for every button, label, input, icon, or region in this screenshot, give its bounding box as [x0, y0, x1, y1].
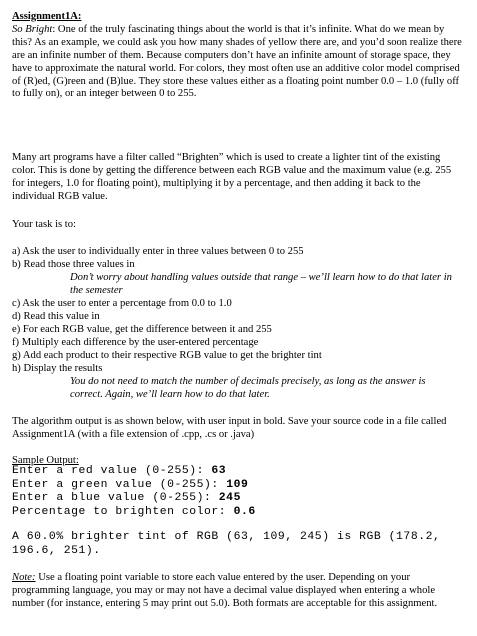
sample-green-line: Enter a green value (0-255): 109 — [12, 479, 249, 491]
assignment-title: Assignment1A: — [12, 11, 82, 22]
step-h-note: You do not need to match the number of decimals precisely, as long as the answer is correct. Again, we’ll learn how to do that later. — [70, 376, 426, 400]
intro-text: : One of the truly fascinating things about the world is that it’s infinite. What do we mean by this? As an example, we could ask you how many shades of yellow there are, and you’d soon realize there are an infinite number of them. Because computers don’t have an infinite amount of storage space, they have to approximate the natural world. For colors, they most often use an additive color model comprised of (R)ed, (G)reen and (B)lue. They store these values either as a floating point number 0.0 – 1.0 (fully off to fully on), or an integer between 0 to 255. — [12, 23, 462, 100]
sample-percentage-line: Percentage to brighten color: 0.6 — [12, 506, 256, 518]
step-h: h) Display the results — [12, 363, 103, 374]
task-intro: Your task is to: — [12, 219, 76, 230]
note-text: Use a floating point variable to store each value entered by the user. Depending on your programming language, you may or may not have a decimal value displayed when entering a whole number (for instance, entering 5 may print out 5.0). Both formats are acceptable for this assignment. — [12, 572, 438, 609]
step-f: f) Multiply each difference by the user-entered percentage — [12, 337, 259, 348]
brighten-paragraph: Many art programs have a filter called “Brighten” which is used to create a lighter tint of the existing color. This is done by getting the difference between each RGB value and the maximum value (e.g. 255 for integers, 1.0 for floating point), multiplying it by a percentage, and then adding it back to the individual RGB value. — [12, 152, 452, 202]
output-description: The algorithm output is as shown below, with user input in bold. Save your source code in a file called Assignment1A (with a file extension of .cpp, .cs or .java) — [12, 416, 447, 440]
sample-percentage-input: 0.6 — [233, 506, 256, 518]
step-c: c) Ask the user to enter a percentage from 0.0 to 1.0 — [12, 298, 232, 309]
note-paragraph — [12, 572, 464, 611]
assignment-lead: So Bright — [12, 23, 53, 35]
sample-output-label: Sample Output: — [12, 455, 79, 466]
step-d: d) Read this value in — [12, 311, 100, 322]
step-b-note: Don’t worry about handling values outside that range – we’ll learn how to do that later in the semester — [70, 272, 452, 296]
step-b: b) Read those three values in — [12, 259, 135, 270]
step-g: g) Add each product to their respective RGB value to get the brighter tint — [12, 350, 322, 361]
sample-red-line: Enter a red value (0-255): 63 — [12, 465, 227, 477]
step-a: a) Ask the user to individually enter in three values between 0 to 255 — [12, 246, 304, 257]
sample-blue-line: Enter a blue value (0-255): 245 — [12, 492, 241, 504]
step-e: e) For each RGB value, get the difference between it and 255 — [12, 324, 272, 335]
sample-blue-input: 245 — [218, 492, 241, 504]
sample-red-input: 63 — [211, 465, 227, 477]
sample-result-line-1: A 60.0% brighter tint of RGB (63, 109, 245) is RGB (178.2, — [12, 531, 441, 543]
note-label: Note: — [12, 572, 36, 583]
sample-result-line-2: 196.6, 251). — [12, 545, 101, 557]
sample-green-input: 109 — [226, 479, 249, 491]
intro-paragraph — [12, 11, 464, 101]
